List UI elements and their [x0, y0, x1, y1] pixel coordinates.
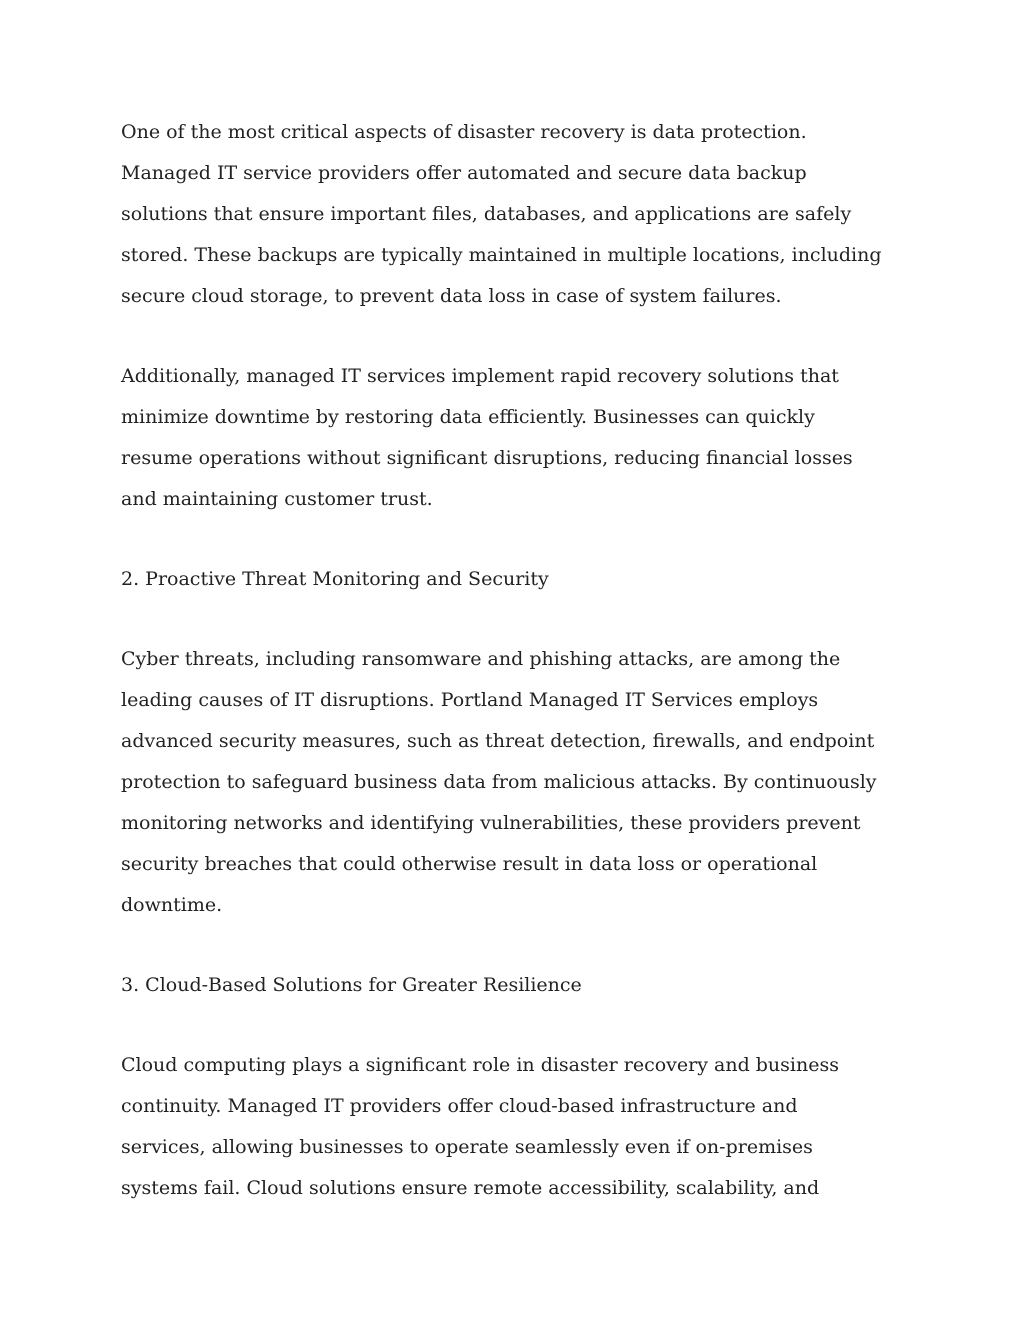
text-line: leading causes of IT disruptions. Portland Managed IT Services employs	[121, 689, 819, 711]
text-line: protection to safeguard business data from malicious attacks. By continuously	[121, 771, 877, 793]
text-line: resume operations without significant disruptions, reducing financial losses	[121, 447, 853, 469]
text-line: Managed IT service providers offer automated and secure data backup	[121, 162, 807, 184]
text-line: secure cloud storage, to prevent data loss in case of system failures.	[121, 285, 782, 307]
text-line: systems fail. Cloud solutions ensure remote accessibility, scalability, and	[121, 1177, 820, 1199]
document-page	[121, 112, 921, 1248]
section-heading-threat-monitoring: 2. Proactive Threat Monitoring and Security	[121, 568, 549, 590]
text-line: Additionally, managed IT services implement rapid recovery solutions that	[121, 365, 839, 387]
text-line: and maintaining customer trust.	[121, 488, 433, 510]
paragraph-data-protection	[121, 112, 921, 317]
paragraph-cloud-computing	[121, 1045, 921, 1209]
text-line: solutions that ensure important files, databases, and applications are safely	[121, 203, 852, 225]
text-line: continuity. Managed IT providers offer cloud-based infrastructure and	[121, 1095, 798, 1117]
text-line: advanced security measures, such as threat detection, firewalls, and endpoint	[121, 730, 875, 752]
text-line: Cyber threats, including ransomware and phishing attacks, are among the	[121, 648, 841, 670]
text-line: security breaches that could otherwise result in data loss or operational	[121, 853, 818, 875]
text-line: services, allowing businesses to operate seamlessly even if on-premises	[121, 1136, 813, 1158]
paragraph-rapid-recovery	[121, 356, 921, 520]
text-line: stored. These backups are typically maintained in multiple locations, including	[121, 244, 882, 266]
section-heading-cloud-solutions: 3. Cloud-Based Solutions for Greater Resilience	[121, 974, 582, 996]
paragraph-cyber-threats	[121, 639, 921, 926]
text-line: minimize downtime by restoring data efficiently. Businesses can quickly	[121, 406, 815, 428]
text-line: One of the most critical aspects of disaster recovery is data protection.	[121, 121, 807, 143]
text-line: downtime.	[121, 894, 223, 916]
text-line: Cloud computing plays a significant role in disaster recovery and business	[121, 1054, 839, 1076]
text-line: monitoring networks and identifying vulnerabilities, these providers prevent	[121, 812, 861, 834]
